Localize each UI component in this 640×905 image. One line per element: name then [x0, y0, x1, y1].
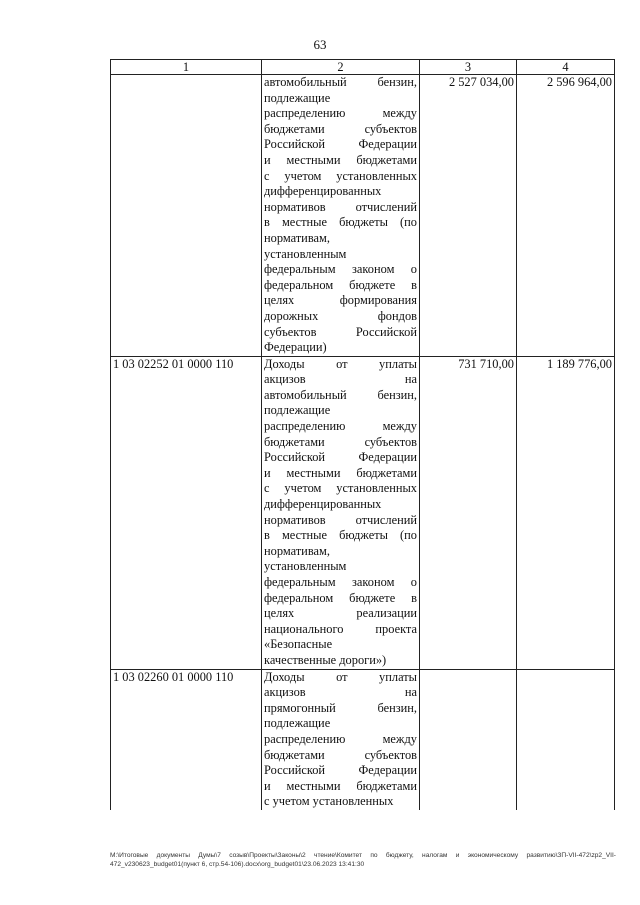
description-line: акцизов на — [264, 372, 417, 387]
description-line: федеральном бюджете в — [264, 277, 417, 292]
description-line: федеральном бюджете в — [264, 590, 417, 605]
budget-classification-code — [111, 75, 262, 357]
column-header-3: 3 — [420, 60, 517, 75]
description-line: Российской Федерации — [264, 763, 417, 778]
table-body — [111, 75, 615, 810]
description-line: дифференцированных — [264, 497, 382, 512]
description-line: подлежащие — [264, 403, 331, 418]
revenue-description — [262, 356, 420, 669]
description-line: нормативов отчислений — [264, 199, 417, 214]
description-line: с учетом установленных — [264, 481, 417, 496]
description-line: целях реализации — [264, 606, 417, 621]
budget-classification-code: 1 03 02252 01 0000 110 — [111, 356, 262, 669]
description-line: Федерации) — [264, 340, 327, 355]
description-line: нормативам, — [264, 230, 330, 245]
description-line: «Безопасные — [264, 637, 333, 652]
description-line: Российской Федерации — [264, 137, 417, 152]
description-line: нормативам, — [264, 543, 330, 558]
column-header-2: 2 — [262, 60, 420, 75]
description-line: в местные бюджеты (по — [264, 528, 417, 543]
table-row — [111, 75, 615, 357]
description-line: и местными бюджетами — [264, 465, 417, 480]
column-header-4: 4 — [517, 60, 615, 75]
description-line: распределению между — [264, 106, 417, 121]
description-line: бюджетами субъектов — [264, 121, 417, 136]
description-line: национального проекта — [264, 621, 417, 636]
description-line: с учетом установленных — [264, 794, 394, 809]
description-line: качественные дороги») — [264, 652, 387, 667]
column-header-1: 1 — [111, 60, 262, 75]
description-line: установленным — [264, 246, 347, 261]
amount-column-4: 2 596 964,00 — [517, 75, 615, 357]
description-line: федеральным законом о — [264, 575, 417, 589]
revenue-description — [262, 669, 420, 810]
description-line: субъектов Российской — [264, 324, 417, 339]
description-line: распределению между — [264, 731, 417, 746]
description-line: с учетом установленных — [264, 168, 417, 183]
amount-column-3: 2 527 034,00 — [420, 75, 517, 357]
description-line: целях формирования — [264, 293, 417, 308]
document-file-path: M:\Итоговые документы Думы\7 созыв\Проекты\Законы\2 чтение\Комитет по бюджету, налогам и экономическому развитию\ЗП-VII-472\zp2_VII-472_v230623_budget01(пункт 6, стр.54-106).docx\org_budget01\23.06.2023 13:41:30 — [110, 852, 616, 868]
description-line: федеральным законом о — [264, 262, 417, 277]
description-line: акцизов на — [264, 685, 417, 700]
description-line: дифференцированных — [264, 184, 382, 199]
description-line: установленным — [264, 559, 347, 574]
table-row — [111, 669, 615, 810]
budget-classification-code: 1 03 02260 01 0000 110 — [111, 669, 262, 810]
description-line: подлежащие — [264, 90, 331, 105]
amount-column-4 — [517, 669, 615, 810]
budget-table — [110, 59, 615, 810]
description-line: прямогонный бензин, — [264, 700, 417, 715]
description-line: Доходы от уплаты — [264, 356, 417, 371]
description-line: автомобильный бензин, — [264, 75, 417, 89]
description-line: распределению между — [264, 419, 417, 434]
description-line: и местными бюджетами — [264, 152, 417, 167]
revenue-description — [262, 75, 420, 357]
description-line: автомобильный бензин, — [264, 387, 417, 402]
description-line: в местные бюджеты (по — [264, 215, 417, 230]
amount-column-4: 1 189 776,00 — [517, 356, 615, 669]
description-line: Доходы от уплаты — [264, 669, 417, 684]
page-number: 63 — [313, 37, 327, 52]
description-line: и местными бюджетами — [264, 778, 417, 793]
amount-column-3: 731 710,00 — [420, 356, 517, 669]
table-row — [111, 356, 615, 669]
description-line: бюджетами субъектов — [264, 747, 417, 762]
description-line: подлежащие — [264, 716, 331, 731]
description-line: Российской Федерации — [264, 450, 417, 465]
amount-column-3 — [420, 669, 517, 810]
description-line: бюджетами субъектов — [264, 434, 417, 449]
header-row — [111, 60, 615, 75]
description-line: нормативов отчислений — [264, 512, 417, 527]
description-line: дорожных фондов — [264, 308, 417, 323]
